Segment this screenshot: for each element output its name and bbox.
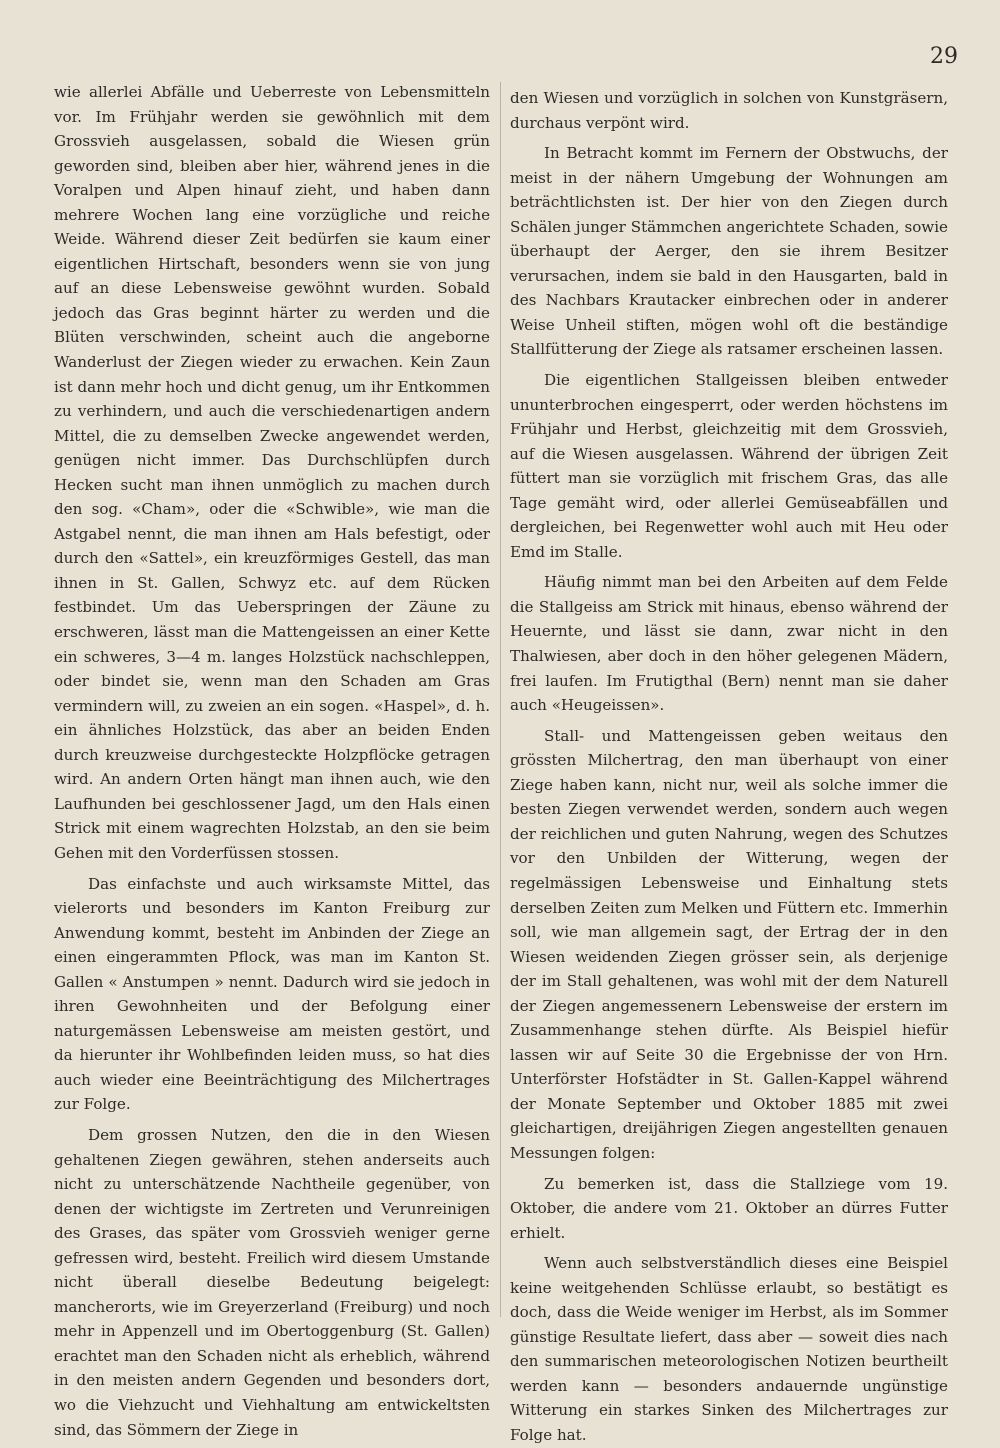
right-column <box>510 86 948 1448</box>
paragraph: In Betracht kommt im Fernern der Obstwuchs, der meist in der nähern Umgebung der Wohnungen am beträchtlichsten ist. Der hier von den Ziegen durch Schälen junger Stämmchen angerichtete Schaden, sowie überhaupt der Aerger, den sie ihrem Besitzer verursachen, indem sie bald in den Hausgarten, bald in des Nachbars Krautacker einbrechen oder in anderer Weise Unheil stiften, mögen wohl oft die beständige Stallfütterung der Ziege als ratsamer erscheinen lassen. <box>510 144 948 359</box>
paragraph: Dem grossen Nutzen, den die in den Wiesen gehaltenen Ziegen gewähren, stehen anderseits auch nicht zu unterschätzende Nachtheile gegenüber, von denen der wichtigste im Zertreten und Verunreinigen des Grases, das später vom Grossvieh weniger gerne gefressen wird, besteht. Freilich wird diesem Umstande nicht überall dieselbe Bedeutung beigelegt: mancherorts, wie im Greyerzerland (Freiburg) und noch mehr in Appenzell und im Obertoggenburg (St. Gallen) erachtet man den Schaden nicht als erheblich, während in den meisten andern Gegenden und besonders dort, wo die Viehzucht und Viehhaltung am entwickeltsten sind, das Sömmern der Ziege in <box>54 1125 490 1439</box>
column-divider <box>500 82 501 1317</box>
paragraph: den Wiesen und vorzüglich in solchen von Kunstgräsern, durchaus verpönt wird. <box>510 89 948 132</box>
paragraph: Häufig nimmt man bei den Arbeiten auf dem Felde die Stallgeiss am Strick mit hinaus, ebenso während der Heuernte, und lässt sie dann, zwar nicht in den Thalwiesen, aber doch in den höher gelegenen Mädern, frei laufen. Im Frutigthal (Bern) nennt man sie daher auch «Heugeissen». <box>510 573 948 715</box>
page-number: 29 <box>930 44 958 69</box>
paragraph: wie allerlei Abfälle und Ueberreste von Lebensmitteln vor. Im Frühjahr werden sie gewöhnlich mit dem Grossvieh ausgelassen, sobald die Wiesen grün geworden sind, bleiben aber hier, während jenes in die Voralpen und Alpen hinauf zieht, und haben dann mehrere Wochen lang eine vorzügliche und reiche Weide. Während dieser Zeit bedürfen sie kaum einer eigentlichen Hirtschaft, besonders wenn sie von jung auf an diese Lebensweise gewöhnt wurden. Sobald jedoch das Gras beginnt härter zu werden und die Blüten verschwinden, scheint auch die angeborne Wanderlust der Ziegen wieder zu erwachen. Kein Zaun ist dann mehr hoch und dicht genug, um ihr Entkommen zu verhindern, und auch die verschiedenartigen andern Mittel, die zu demselben Zwecke angewendet werden, genügen nicht immer. Das Durchschlüpfen durch Hecken sucht man ihnen unmöglich zu machen durch den sog. «Cham», oder die «Schwible», wie man die Astgabel nennt, die man ihnen am Hals befestigt, oder durch den «Sattel», ein kreuzförmiges Gestell, das man ihnen in St. Gallen, Schwyz etc. auf dem Rücken festbindet. Um das Ueberspringen der Zäune zu erschweren, lässt man die Mattengeissen an einer Kette ein schweres, 3—4 m. langes Holzstück nachschleppen, oder bindet sie, wenn man den Schaden am Gras vermindern will, zu zweien an ein sogen. «Haspel», d. h. ein ähnliches Holzstück, das aber an beiden Enden durch kreuzweise durchgesteckte Holzpflöcke getragen wird. An andern Orten hängt man ihnen auch, wie den Laufhunden bei geschlossener Jagd, um den Hals einen Strick mit einem wagrechten Holzstab, an den sie beim Gehen mit den Vorderfüssen stossen. <box>54 83 490 862</box>
paragraph: Stall- und Mattengeissen geben weitaus den grössten Milchertrag, den man überhaupt von einer Ziege haben kann, nicht nur, weil als solche immer die besten Ziegen verwendet werden, sondern auch wegen der reichlichen und guten Nahrung, wegen des Schutzes vor den Unbilden der Witterung, wegen der regelmässigen Lebensweise und Einhaltung stets derselben Zeiten zum Melken und Füttern etc. Immerhin soll, wie man allgemein sagt, der Ertrag der in den Wiesen weidenden Ziegen grösser sein, als derjenige der im Stall gehaltenen, was wohl mit der dem Naturell der Ziegen angemessenern Lebensweise der erstern im Zusammenhange stehen dürfte. Als Beispiel hiefür lassen wir auf Seite 30 die Ergebnisse der von Hrn. Unterförster Hofstädter in St. Gallen-Kappel während der Monate September und Oktober 1885 mit zwei gleichartigen, dreijährigen Ziegen angestellten genauen Messungen folgen: <box>510 726 948 1162</box>
left-column <box>54 80 490 1442</box>
paragraph: Zu bemerken ist, dass die Stallziege vom 19. Oktober, die andere vom 21. Oktober an dürres Futter erhielt. <box>510 1174 948 1242</box>
paragraph: Die eigentlichen Stallgeissen bleiben entweder ununterbrochen eingesperrt, oder werden höchstens im Frühjahr und Herbst, gleichzeitig mit dem Grossvieh, auf die Wiesen ausgelassen. Während der übrigen Zeit füttert man sie vorzüglich mit frischem Gras, das alle Tage gemäht wird, oder allerlei Gemüseabfällen und dergleichen, bei Regenwetter wohl auch mit Heu oder Emd im Stalle. <box>510 371 948 561</box>
paragraph: Wenn auch selbstverständlich dieses eine Beispiel keine weitgehenden Schlüsse erlaubt, so bestätigt es doch, dass die Weide weniger im Herbst, als im Sommer günstige Resultate liefert, dass aber — soweit dies nach den summarischen meteorologischen Notizen beurtheilt werden kann — besonders andauernde ungünstige Witterung ein starkes Sinken des Milchertrages zur Folge hat. <box>510 1254 948 1444</box>
paragraph: Das einfachste und auch wirksamste Mittel, das vielerorts und besonders im Kanton Freiburg zur Anwendung kommt, besteht im Anbinden der Ziege an einen eingerammten Pflock, was man im Kanton St. Gallen « Anstumpen » nennt. Dadurch wird sie jedoch in ihren Gewohnheiten und der Befolgung einer naturgemässen Lebensweise am meisten gestört, und da hierunter ihr Wohlbefinden leiden muss, so hat dies auch wieder eine Beeinträchtigung des Milchertrages zur Folge. <box>54 874 490 1114</box>
